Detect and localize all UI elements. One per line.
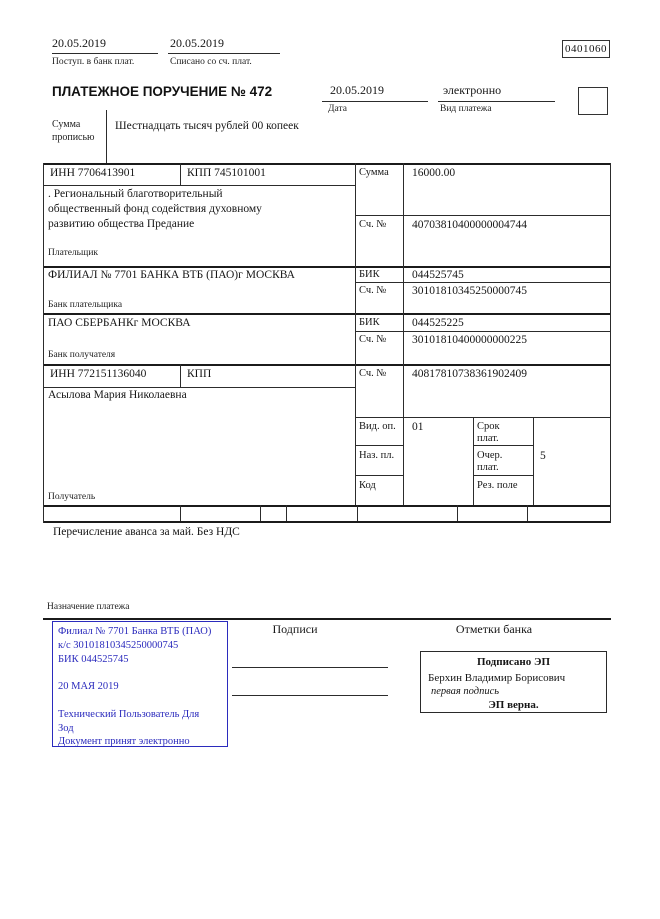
debited-date: 20.05.2019 xyxy=(170,36,224,50)
table-grid-line xyxy=(533,417,534,505)
amount-words-value: Шестнадцать тысяч рублей 00 копеек xyxy=(115,120,299,132)
table-grid-line xyxy=(180,505,181,521)
bank-stamp-line xyxy=(53,666,227,680)
signatures-header: Подписи xyxy=(272,622,318,636)
table-grid-line xyxy=(43,185,355,186)
bank-stamp-line: 20 МАЯ 2019 xyxy=(58,681,119,693)
term-label: Срок плат. xyxy=(477,421,500,444)
payer-bank-account-label: Сч. № xyxy=(359,285,387,296)
payer-name-line: общественный фонд содействия духовному xyxy=(48,203,262,215)
debited-date-underline xyxy=(168,53,280,54)
payer-bank-bik-label: БИК xyxy=(359,269,380,280)
payment-kind: электронно xyxy=(443,83,502,97)
payee-account-label: Сч. № xyxy=(359,368,387,379)
table-grid-line xyxy=(473,445,533,446)
payment-kind-label: Вид платежа xyxy=(440,104,492,114)
document-date-label: Дата xyxy=(328,104,347,114)
document-date-underline xyxy=(322,101,428,102)
table-border xyxy=(43,266,611,268)
payee-bank-account-label: Сч. № xyxy=(359,334,387,345)
purpose-code-label: Наз. пл. xyxy=(359,450,395,461)
code-label: Код xyxy=(359,480,376,491)
sum-label: Сумма xyxy=(359,167,389,178)
purpose-text: Перечисление аванса за май. Без НДС xyxy=(53,526,240,538)
table-grid-line xyxy=(357,505,358,521)
document-date: 20.05.2019 xyxy=(330,83,384,97)
table-border xyxy=(43,364,611,366)
document-title: ПЛАТЕЖНОЕ ПОРУЧЕНИЕ № 472 xyxy=(52,84,273,99)
signature-line xyxy=(232,695,388,696)
op-kind-value: 01 xyxy=(412,421,424,433)
table-grid-line xyxy=(355,445,403,446)
received-date-label: Поступ. в банк плат. xyxy=(52,57,135,67)
esign-verdict: ЭП верна. xyxy=(488,699,539,711)
bank-stamp-line: Технический Пользователь Для xyxy=(58,708,200,720)
form-code-box: 0401060 xyxy=(562,40,610,58)
payer-label: Плательщик xyxy=(48,248,99,258)
payer-bank-account-value: 30101810345250000745 xyxy=(412,285,527,297)
payee-bank-name: ПАО СБЕРБАНКг МОСКВА xyxy=(48,317,191,329)
table-grid-line xyxy=(355,331,611,332)
bank-stamp-line: Филиал № 7701 Банка ВТБ (ПАО) xyxy=(58,626,212,637)
received-date-underline xyxy=(52,53,158,54)
esign-title: Подписано ЭП xyxy=(476,656,551,668)
esign-kind: первая подпись xyxy=(431,686,500,697)
table-grid-line xyxy=(43,387,355,388)
bank-stamp-box xyxy=(52,621,228,747)
table-grid-line xyxy=(180,163,181,185)
payee-account-value: 40817810738361902409 xyxy=(412,368,527,380)
order-value: 5 xyxy=(540,450,546,462)
payee-inn: ИНН 772151136040 xyxy=(50,368,147,380)
table-grid-line xyxy=(180,364,181,387)
payer-account-value: 40703810400000004744 xyxy=(412,219,527,231)
op-kind-label: Вид. оп. xyxy=(359,421,396,432)
payment-kind-underline xyxy=(438,101,555,102)
payer-name-line: . Региональный благотворительный xyxy=(48,188,223,200)
payee-kpp-label: КПП xyxy=(187,368,212,380)
table-grid-line xyxy=(473,417,474,505)
table-grid-line xyxy=(286,505,287,521)
payee-bank-label: Банк получателя xyxy=(48,350,116,360)
payer-kpp: КПП 745101001 xyxy=(187,167,266,179)
payment-kind-checkbox xyxy=(578,87,608,115)
table-grid-line xyxy=(355,215,611,216)
table-grid-line xyxy=(355,475,403,476)
payer-bank-bik-value: 044525745 xyxy=(412,269,464,281)
payee-label: Получатель xyxy=(48,492,96,502)
payer-account-label: Сч. № xyxy=(359,219,387,230)
order-label: Очер. плат. xyxy=(477,450,503,473)
payer-name-line: развитию общества Предание xyxy=(48,218,195,230)
bank-marks-header: Отметки банка xyxy=(455,622,533,636)
table-border xyxy=(43,313,611,315)
table-grid-line xyxy=(457,505,458,521)
table-grid-line xyxy=(355,163,356,505)
esign-stamp-box xyxy=(420,651,607,713)
bank-stamp-line xyxy=(53,694,227,708)
payer-bank-label: Банк плательщика xyxy=(48,300,123,310)
table-border xyxy=(43,505,611,507)
payee-bank-account-value: 30101810400000000225 xyxy=(412,334,527,346)
signature-line xyxy=(232,667,388,668)
payer-bank-name: ФИЛИАЛ № 7701 БАНКА ВТБ (ПАО)г МОСКВА xyxy=(48,269,295,281)
reserve-label: Рез. поле xyxy=(477,480,518,491)
table-grid-line xyxy=(355,417,611,418)
purpose-label: Назначение платежа xyxy=(47,602,130,612)
table-border xyxy=(43,521,611,523)
table-grid-line xyxy=(355,282,611,283)
section-divider xyxy=(43,618,611,620)
table-border xyxy=(43,163,611,165)
payee-bank-bik-label: БИК xyxy=(359,317,380,328)
table-grid-line xyxy=(473,475,533,476)
received-date: 20.05.2019 xyxy=(52,36,106,50)
bank-stamp-line: БИК 044525745 xyxy=(58,653,129,665)
amount-words-divider xyxy=(106,110,107,163)
table-grid-line xyxy=(403,163,404,505)
table-border xyxy=(610,163,611,523)
table-grid-line xyxy=(260,505,261,521)
payee-name: Асылова Мария Николаевна xyxy=(48,389,187,401)
bank-stamp-line: Документ принят электронно xyxy=(58,736,190,748)
debited-date-label: Списано со сч. плат. xyxy=(170,57,252,67)
amount-words-label: Сумма прописью xyxy=(52,119,95,143)
sum-value: 16000.00 xyxy=(412,167,456,179)
table-grid-line xyxy=(527,505,528,521)
bank-stamp-line: к/с 30101810345250000745 xyxy=(58,639,179,651)
esign-signer-name: Берхин Владимир Борисович xyxy=(428,672,566,684)
table-border xyxy=(43,163,44,523)
bank-stamp-line: Зод xyxy=(58,722,74,734)
payee-bank-bik-value: 044525225 xyxy=(412,317,464,329)
payer-inn: ИНН 7706413901 xyxy=(50,167,136,179)
